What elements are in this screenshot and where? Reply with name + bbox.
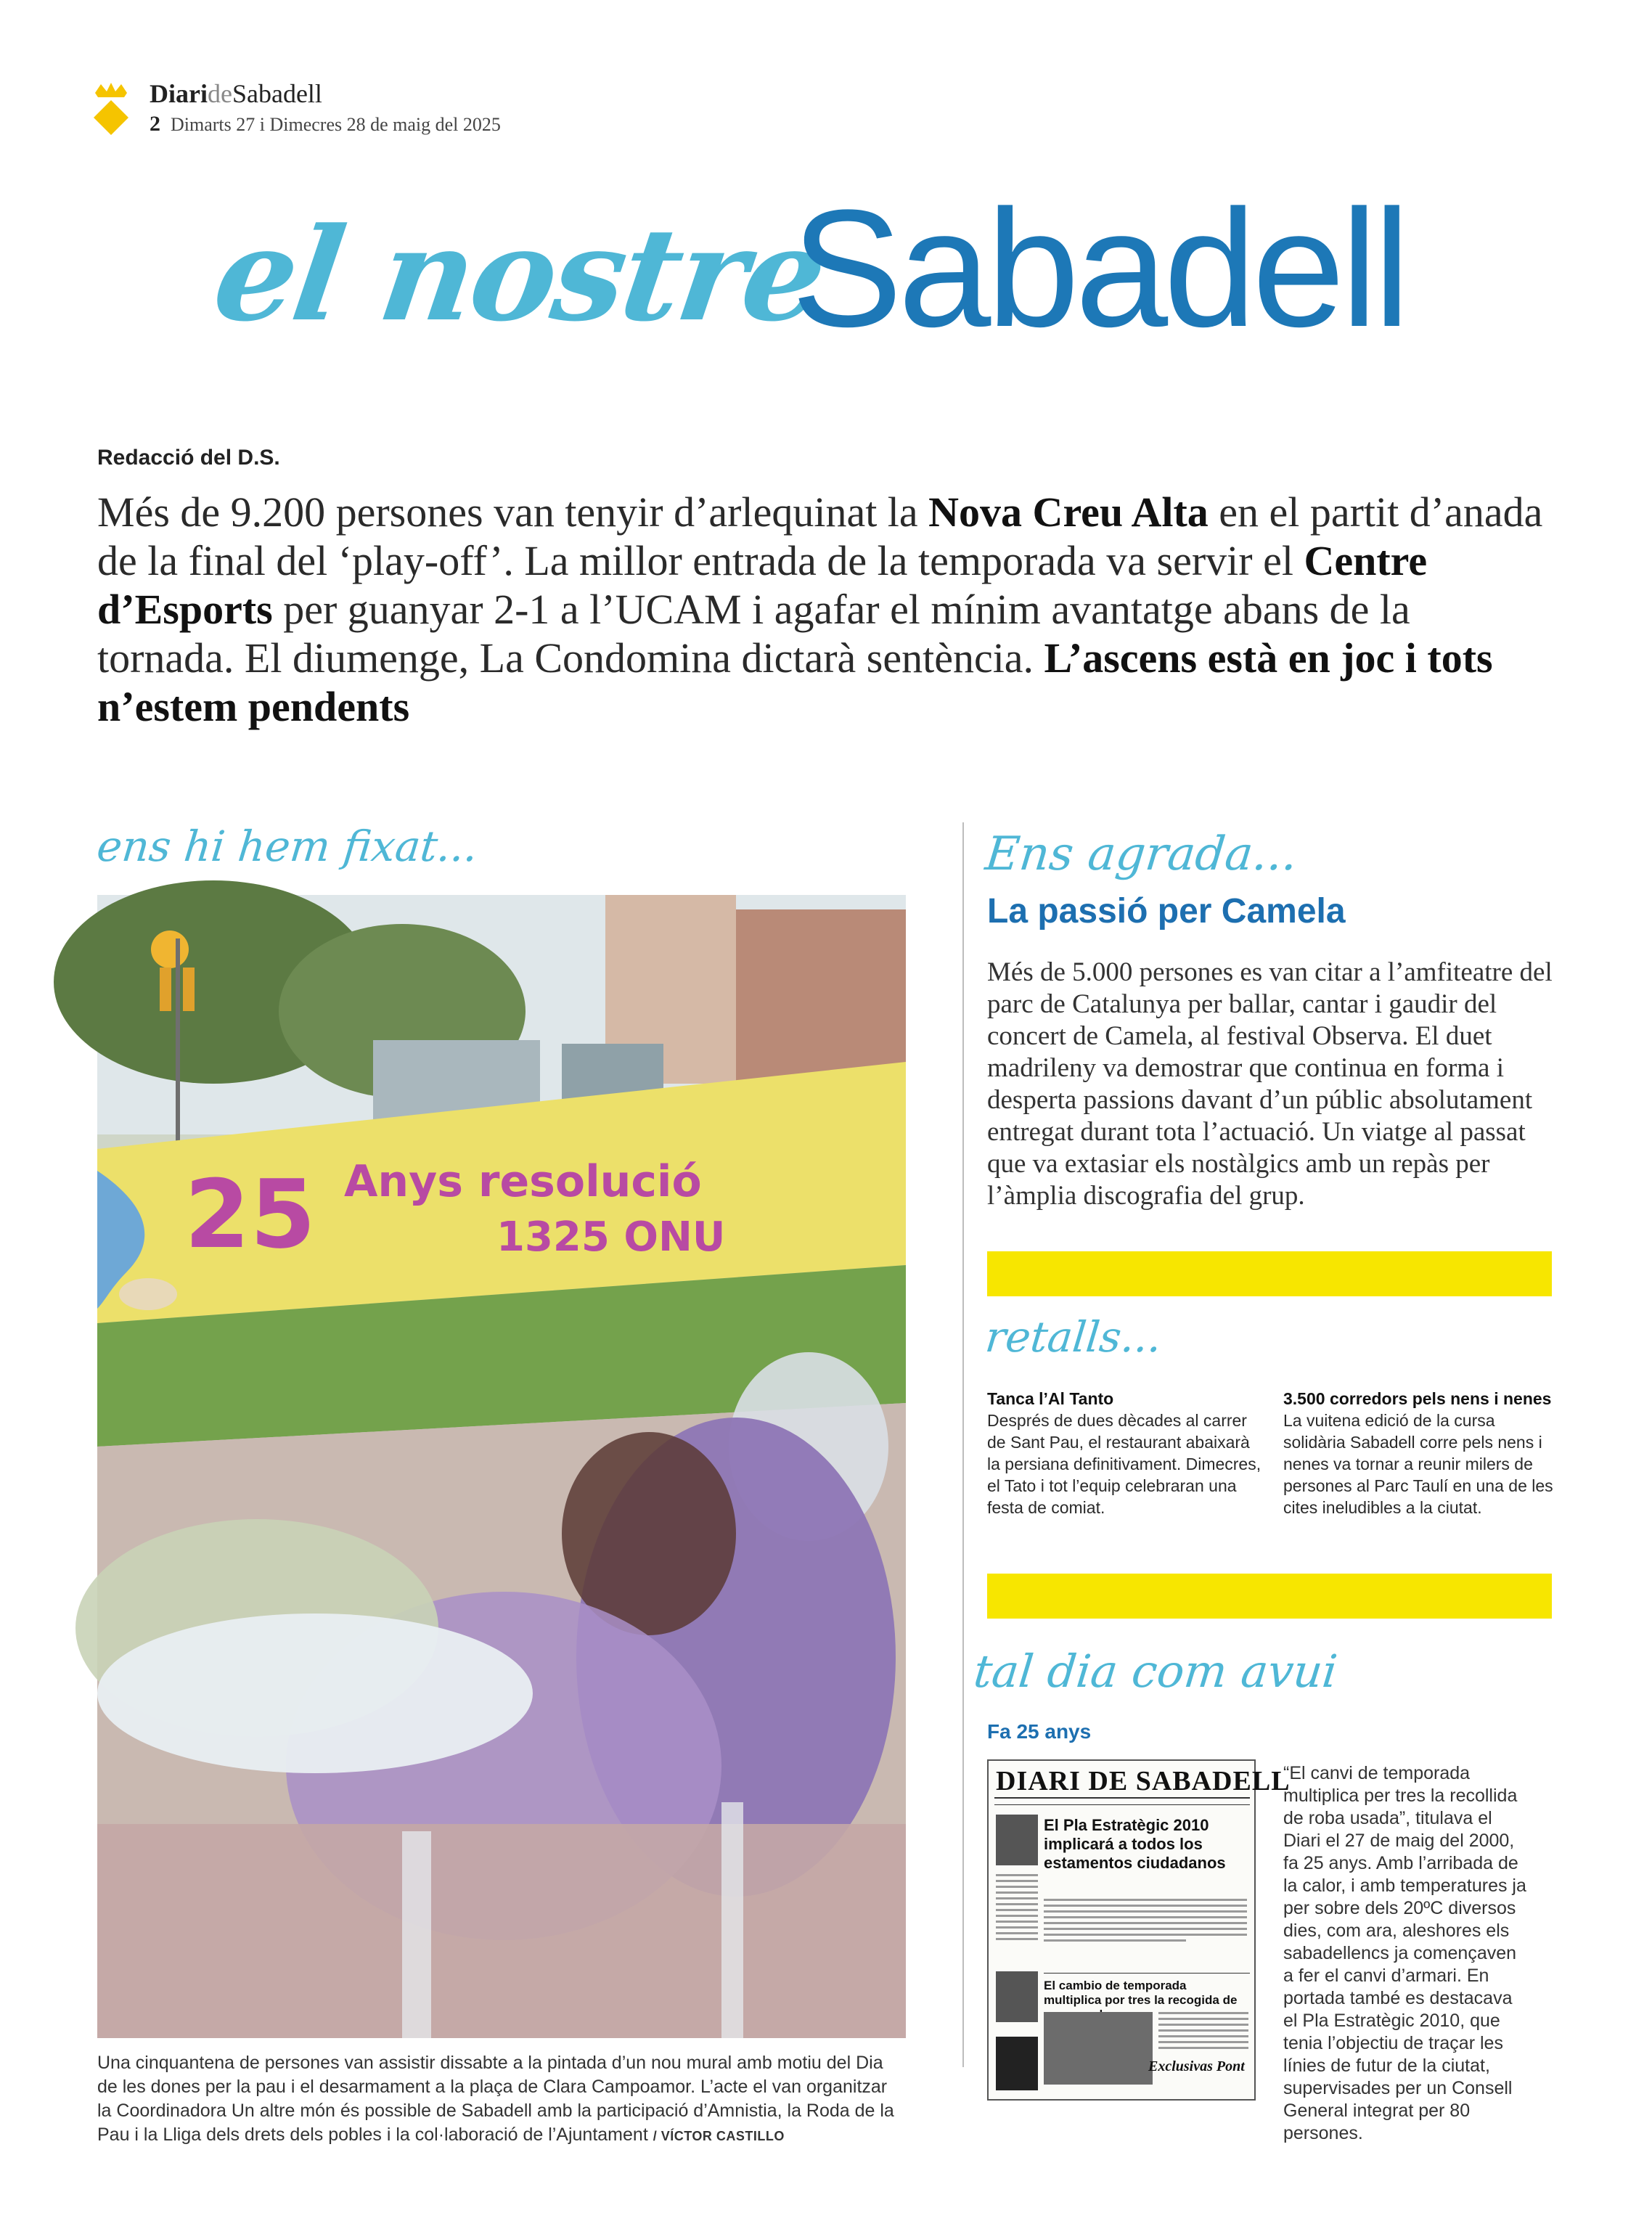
issue-date: Dimarts 27 i Dimecres 28 de maig del 2025 (171, 114, 501, 135)
heading-ens-agrada: Ens agrada... (983, 827, 1301, 881)
fa-25-anys: Fa 25 anys (987, 1720, 1092, 1743)
archive-rule-mid (1044, 1973, 1250, 1974)
archive-masthead: DIARI DE SABADELL (996, 1766, 1291, 1796)
archive-text-lines (1044, 1899, 1247, 1945)
masthead-de: de (207, 79, 232, 108)
lead-text-1: Més de 9.200 persones van tenyir d’arlequinat la (97, 488, 929, 536)
retall-title: 3.500 corredors pels nens i nenes (1283, 1389, 1552, 1408)
masthead-city: Sabadell (232, 79, 322, 108)
lead-bold-2: Centre d’Esports (97, 537, 1428, 633)
masthead (150, 78, 322, 109)
camela-title: La passió per Camela (987, 892, 1346, 931)
yellow-divider-1 (987, 1251, 1552, 1296)
retall-item (987, 1388, 1263, 1518)
retall-body: La vuitena edició de la cursa solidària Sabadell corre pels nens i nenes va tornar a reunir milers de persones al Parc Taulí en una de les cites ineludibles a la ciutat. (1283, 1411, 1553, 1517)
page-number: 2 (150, 112, 160, 136)
mural-text-onu: 1325 ONU (496, 1214, 726, 1261)
lead-text-2: en el partit d’anada de la final del ‘play-off’. La millor entrada de la temporada va servir el (97, 488, 1543, 584)
archive-ad-box (996, 2037, 1038, 2090)
mural-text-25: 25 (184, 1159, 316, 1269)
photo-caption (97, 2051, 906, 2148)
lead-paragraph (97, 488, 1549, 731)
lead-text-3: per guanyar 2-1 a l’UCAM i agafar el mínim avantatge abans de la tornada. El diumenge, La Condomina dictarà sentència. (97, 586, 1410, 682)
caption-text: Una cinquantena de persones van assistir dissabte a la pintada d’un nou mural amb motiu del Dia de les dones per la pau i el desarmament a la plaça de Clara Campoamor. L’acte el van organitzar la Coordinadora Un altre món és possible de Sabadell amb la participació d’Amnistia, la Roda de la Pau i la Lliga dels drets dels pobles i la col·laboració de l’Ajuntament (97, 2053, 894, 2145)
archive-photo (1044, 2012, 1153, 2085)
archive-front-page (987, 1759, 1291, 2101)
archive-portrait-1 (996, 1815, 1038, 1865)
archive-text-lines-2 (1158, 2012, 1248, 2053)
photo-credit: / VÍCTOR CASTILLO (653, 2129, 785, 2143)
retall-body: Després de dues dècades al carrer de Sant Pau, el restaurant abaixarà la persiana definitivament. Dimecres, el Tato i tot l’equip celebraran una festa de comiat. (987, 1411, 1262, 1517)
masthead-diari: Diari (150, 79, 208, 108)
archive-headline-2: El cambio de temporada multiplica por tres la recogida de (1044, 1979, 1238, 2007)
lead-bold-1: Nova Creu Alta (928, 488, 1209, 536)
archive-side-lines (996, 1874, 1038, 1944)
yellow-divider-2 (987, 1574, 1552, 1619)
archive-portrait-2 (996, 1971, 1038, 2022)
byline: Redacció del D.S. (97, 446, 280, 470)
archive-headline-1: El Pla Estratègic 2010 implicará a todos los estamentos ciudadanos (1044, 1816, 1226, 1872)
heading-ens-hi-hem-fixat: ens hi hem fixat... (94, 822, 481, 871)
mural-photo (97, 895, 906, 2038)
retall-item (1283, 1388, 1559, 1518)
archive-ad: Exclusivas Pont (1148, 2058, 1245, 2074)
mural-text-anys: Anys resolució (344, 1156, 702, 1207)
heading-tal-dia-com-avui: tal dia com avui (971, 1645, 1340, 1698)
column-divider (962, 822, 964, 2067)
archive-rule-thin (994, 1804, 1250, 1805)
section-title-main: Sabadell (791, 175, 1407, 361)
archive-rule (994, 1797, 1250, 1799)
crown-diamond-icon (92, 81, 130, 136)
page-info (150, 112, 501, 136)
heading-retalls: retalls... (983, 1312, 1164, 1362)
retall-title: Tanca l’Al Tanto (987, 1389, 1114, 1408)
camela-body: Més de 5.000 persones es van citar a l’amfiteatre del parc de Catalunya per ballar, cantar i gaudir del concert de Camela, al festival Observa. El duet madrileny va demostrar que continua en forma i desperta passions davant d’un públic absolutament entregat durant tota l’actuació. Un viatge al passat que va extasiar els nostàlgics amb un repàs per l’àmplia discografia del grup. (987, 957, 1553, 1211)
lead-bold-3: L’ascens està en joc i tots n’estem pendents (97, 634, 1493, 730)
tal-dia-body: “El canvi de temporada multiplica per tres la recollida de roba usada”, titulava el Diari el 27 de maig del 2000, fa 25 anys. Amb l’arribada de la calor, i amb temperatures ja per sobre dels 20ºC diversos dies, com ara, aleshores els sabadellencs ja començaven a fer el canvi d’armari. En portada també es destacava el Pla Estratègic 2010, que tenia l’objectiu de traçar les línies de futur de la ciutat, supervisades per un Consell General integrat per 80 persones. (1283, 1763, 1526, 2143)
section-title-script: el nostre (205, 200, 833, 350)
